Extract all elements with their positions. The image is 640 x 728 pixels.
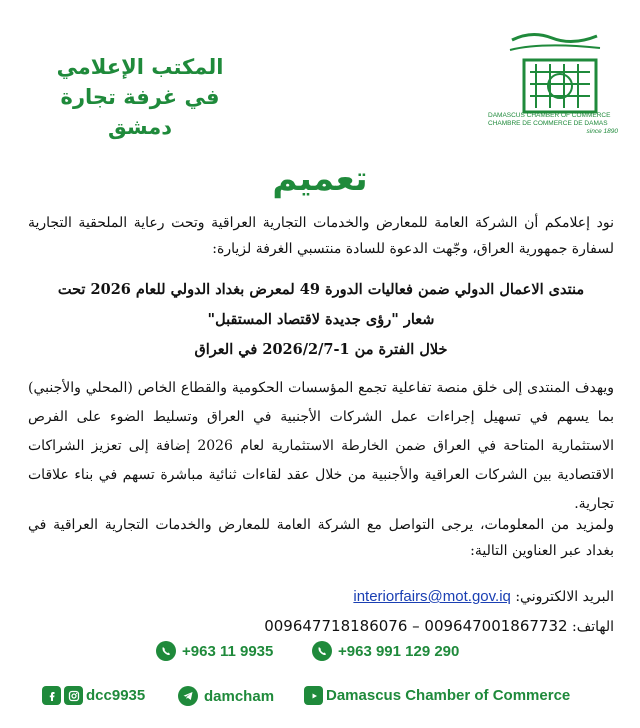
email-link[interactable]: interiorfairs@mot.gov.iq (353, 588, 511, 605)
intro-paragraph: نود إعلامكم أن الشركة العامة للمعارض والخدمات التجارية العراقية وتحت رعاية الملحقية التجارية لسفارة جمهورية العراق، وجّهت الدعوة للسادة منتسبي الغرفة لزيارة: (28, 215, 614, 257)
whatsapp-icon (156, 641, 176, 661)
footer-phone-1[interactable] (156, 641, 273, 661)
title-line-2: في غرفة تجارة دمشق (60, 85, 220, 139)
phone-label: الهاتف: (572, 619, 614, 635)
event-line-3: خلال الفترة من 1-2026/2/7 في العراق (194, 341, 448, 358)
footer-social-1-text: dcc9935 (86, 687, 146, 704)
footer-phone-2-text: +963 991 129 290 (338, 642, 460, 660)
body-paragraph: ويهدف المنتدى إلى خلق منصة تفاعلية تجمع المؤسسات الحكومية والقطاع الخاص (المحلي والأجنبي) بما يسهم في تسهيل إجراءات عمل الشركات الأجنبية في العراق وتسليط الضوء على الفرص الاستثمارية المتاحة في العراق ضمن الخارطة الاستثمارية لعام 2026 إضافة إلى تعزيز الشراكات الاقتصادية بين الشركات العراقية والأجنبية من خلال عقد لقاءات ثنائية مباشرة تسهم في بناء علاقات تجارية. (28, 380, 615, 512)
document-heading: تعميم (272, 159, 368, 199)
event-line-2: شعار "رؤى جديدة لاقتصاد المستقبل" (207, 311, 435, 328)
logo-caption-en: DAMASCUS CHAMBER OF COMMERCE (488, 112, 611, 119)
phone-numbers: 009647718186076 – 009647001867732 (264, 617, 568, 635)
footer-social-youtube[interactable] (304, 686, 570, 705)
media-office-title (30, 52, 250, 142)
email-label: البريد الالكتروني: (515, 589, 614, 605)
whatsapp-icon (312, 641, 332, 661)
logo-since: since 1890 (586, 128, 618, 135)
event-announcement (28, 275, 614, 365)
phone-line (264, 617, 614, 635)
footer-social-facebook-instagram[interactable] (42, 686, 145, 705)
footer-phone-2[interactable] (312, 641, 459, 661)
footer-social-2-text: damcham (204, 687, 275, 705)
email-line (353, 588, 614, 605)
instagram-icon (64, 686, 83, 705)
logo-caption-fr: CHAMBRE DE COMMERCE DE DAMAS (488, 120, 608, 127)
footer-social-telegram[interactable] (178, 686, 274, 706)
footer-social-3-text: Damascus Chamber of Commerce (326, 687, 571, 704)
youtube-icon (304, 686, 323, 705)
event-line-1: منتدى الاعمال الدولي ضمن فعاليات الدورة 49 لمعرض بغداد الدولي للعام 2026 تحت (57, 281, 585, 298)
more-info-paragraph: ولمزيد من المعلومات، يرجى التواصل مع الشركة العامة للمعارض والخدمات التجارية العراقية في بغداد عبر العناوين التالية: (28, 517, 614, 559)
facebook-icon (42, 686, 61, 705)
logo-caption (488, 112, 618, 136)
footer-phone-1-text: +963 11 9935 (182, 642, 274, 660)
chamber-logo (472, 28, 622, 158)
title-line-1: المكتب الإعلامي (56, 55, 224, 79)
telegram-icon (178, 686, 198, 706)
